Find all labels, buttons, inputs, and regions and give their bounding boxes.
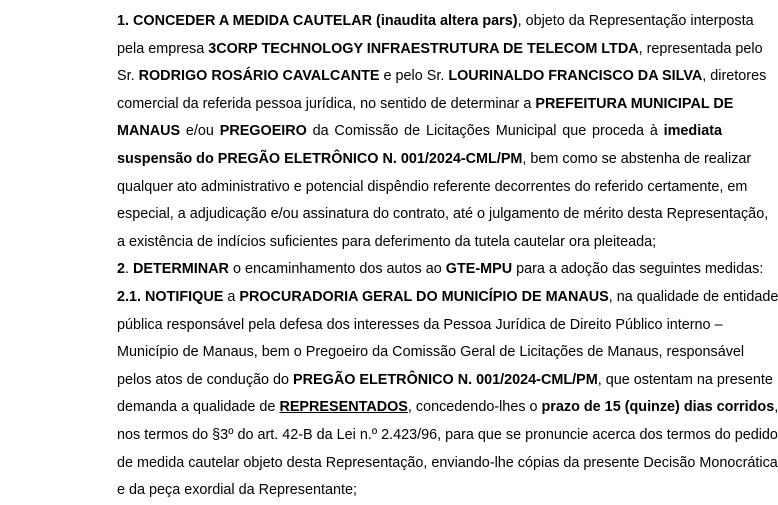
text-run: , bem como se abstenha de realizar (522, 150, 752, 167)
text-run: , diretores (702, 68, 767, 85)
bold-text: RODRIGO ROSÁRIO CAVALCANTE (138, 68, 380, 85)
text-line (117, 367, 773, 395)
text-line (117, 477, 722, 505)
text-run: , na qualidade de entidade (608, 288, 778, 305)
text-line (117, 146, 752, 174)
text-run: demanda a qualidade de (117, 399, 280, 416)
bold-text: DETERMINAR (133, 261, 229, 278)
text-run: qualquer ato administrativo e potencial dispêndio referente decorrentes do referido certamente, em (117, 178, 748, 195)
text-run: e pelo Sr. (379, 68, 449, 85)
text-line (117, 91, 734, 119)
text-line (117, 174, 748, 202)
text-run: o encaminhamento dos autos ao (228, 261, 446, 278)
text-line (117, 450, 778, 478)
text-run: da Comissão de Licitações Municipal que proceda à (306, 123, 664, 140)
text-line (117, 63, 767, 91)
text-run: , concedendo-lhes o (407, 399, 542, 416)
bold-text: MANAUS (117, 123, 181, 140)
text-line (117, 284, 778, 312)
bold-underlined-text: REPRESENTADOS (279, 399, 408, 416)
text-run: e da peça exordial da Representante; (117, 482, 358, 499)
text-line (117, 394, 778, 422)
text-run: , que ostentam na presente (597, 371, 773, 388)
text-line (117, 118, 722, 146)
bold-text: GTE-MPU (445, 261, 513, 278)
text-line (117, 201, 769, 229)
bold-text: suspensão do PREGÃO ELETRÔNICO N. 001/2024-CML/PM (117, 150, 523, 167)
text-line (117, 312, 722, 340)
bold-text: prazo de 15 (quinze) dias corridos (541, 399, 775, 416)
paragraph-notifique-procuradoria (117, 284, 778, 505)
paragraph-determinar-encaminhamento (117, 256, 764, 284)
bold-text: 3CORP TECHNOLOGY INFRAESTRUTURA DE TELECOM LTDA (208, 40, 639, 57)
bold-text: LOURINALDO FRANCISCO DA SILVA (448, 68, 703, 85)
text-run: , objeto da Representação interposta (517, 13, 754, 29)
bold-text: PROCURADORIA GERAL DO MUNICÍPIO DE MANAUS (239, 288, 609, 305)
text-run: de medida cautelar objeto desta Representação, enviando-lhe cópias da presente Decisão Monocrática (117, 454, 778, 471)
text-run: pelos atos de condução do (117, 371, 294, 388)
text-run: . (125, 261, 134, 278)
bold-text: PREFEITURA MUNICIPAL DE (535, 95, 734, 112)
text-line (117, 229, 722, 257)
text-run: a (223, 288, 240, 305)
text-run: para a adoção das seguintes medidas: (512, 261, 764, 278)
text-line (117, 339, 745, 367)
text-line (117, 8, 754, 36)
text-run: , representada pelo (638, 40, 763, 57)
text-line (117, 422, 778, 450)
bold-text: 2 (117, 261, 126, 278)
text-run: nos termos do §3º do art. 42-B da Lei n.º 2.423/96, para que se pronuncie acerca dos termos do pedido (117, 426, 778, 443)
text-run: Sr. (117, 68, 139, 85)
text-run: comercial da referida pessoa jurídica, no sentido de determinar a (117, 95, 536, 112)
text-line (117, 256, 764, 284)
text-run: , (774, 399, 778, 416)
text-run: Município de Manaus, bem o Pregoeiro da Comissão Geral de Licitações de Manaus, responsável (117, 344, 745, 361)
bold-text: 2.1. NOTIFIQUE (117, 288, 224, 305)
text-run: pública responsável pela defesa dos interesses da Pessoa Jurídica de Direito Público interno – (117, 316, 723, 333)
document-body (117, 8, 778, 505)
bold-text: PREGOEIRO (219, 123, 307, 140)
paragraph-concede-medida-cautelar (117, 8, 769, 256)
bold-text: 1. CONCEDER A MEDIDA CAUTELAR (inaudita altera pars) (117, 13, 518, 29)
text-run: a existência de indícios suficientes para deferimento da tutela cautelar ora pleiteada; (117, 233, 657, 250)
text-line (117, 36, 763, 64)
bold-text: PREGÃO ELETRÔNICO N. 001/2024-CML/PM (293, 371, 598, 388)
text-run: especial, a adjudicação e/ou assinatura do contrato, até o julgamento de mérito desta Representação, (117, 206, 769, 223)
bold-text: imediata (663, 123, 722, 140)
text-run: e/ou (180, 123, 220, 140)
text-run: pela empresa (117, 40, 209, 57)
